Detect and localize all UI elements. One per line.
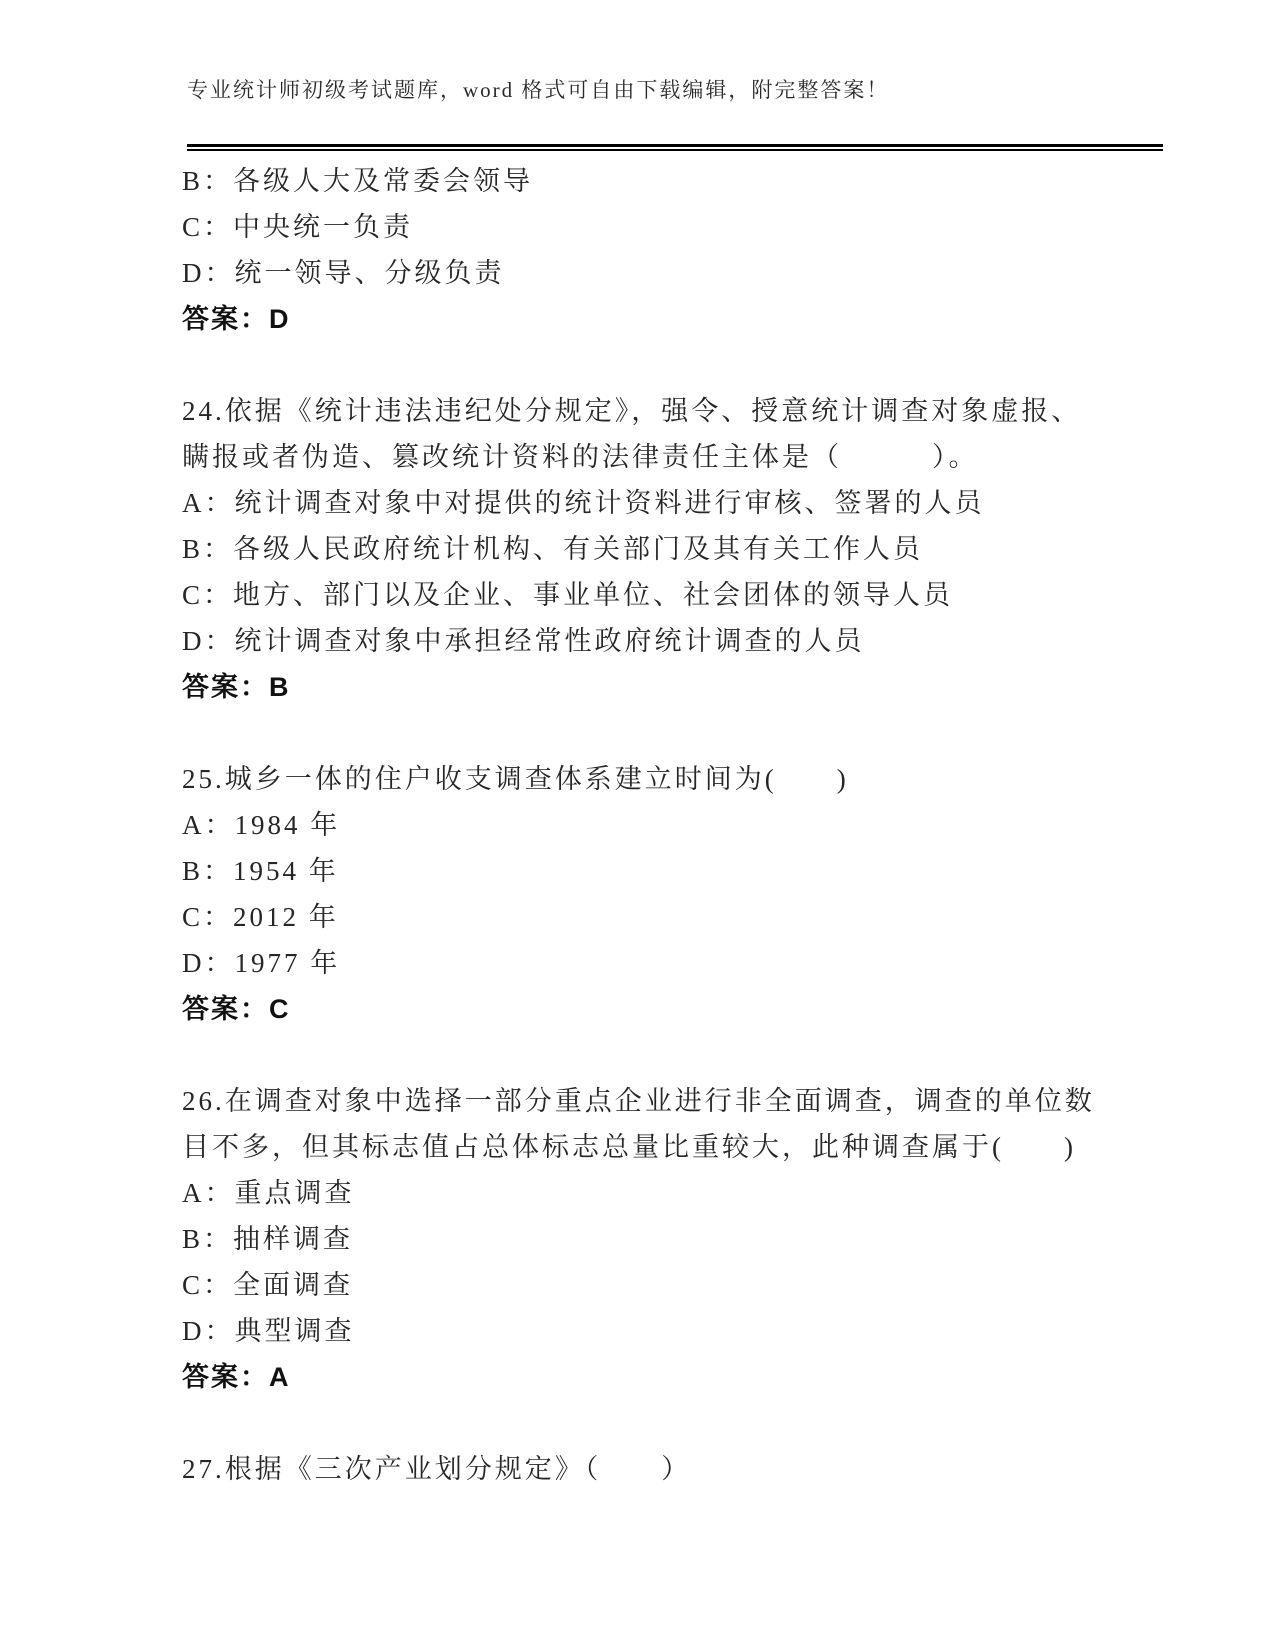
question-26-block	[182, 1078, 1163, 1400]
header-divider-rule	[187, 144, 1163, 151]
option-line-c: C：全面调查	[182, 1270, 354, 1300]
question-stem-line: 24.依据《统计违法违纪处分规定》，强令、授意统计调查对象虚报、	[182, 396, 1082, 426]
option-line-a: A：1984 年	[182, 810, 341, 840]
option-line-b: B：抽样调查	[182, 1224, 354, 1254]
question-stem-line: 27.根据《三次产业划分规定》（ ）	[182, 1454, 692, 1484]
question-stem-line: 目不多，但其标志值占总体标志总量比重较大，此种调查属于( )	[182, 1132, 1076, 1162]
option-line-d: D：统一领导、分级负责	[182, 258, 505, 288]
question-23-tail-block	[182, 158, 1163, 342]
answer-line: 答案：A	[182, 1362, 291, 1392]
option-line-c: C：中央统一负责	[182, 212, 414, 242]
question-stem-line: 瞒报或者伪造、篡改统计资料的法律责任主体是（ ）。	[182, 442, 979, 472]
answer-line: 答案：B	[182, 672, 291, 702]
question-25-block	[182, 756, 1163, 1032]
question-stem-line: 26.在调查对象中选择一部分重点企业进行非全面调查，调查的单位数	[182, 1086, 1095, 1116]
option-line-b: B：各级人民政府统计机构、有关部门及其有关工作人员	[182, 534, 924, 564]
option-line-d: D：统计调查对象中承担经常性政府统计调查的人员	[182, 626, 865, 656]
option-line-c: C：地方、部门以及企业、事业单位、社会团体的领导人员	[182, 580, 954, 610]
page-header-title: 专业统计师初级考试题库，word 格式可自由下载编辑，附完整答案！	[187, 78, 890, 102]
option-line-b: B：各级人大及常委会领导	[182, 166, 534, 196]
option-line-d: D：典型调查	[182, 1316, 355, 1346]
option-line-a: A：重点调查	[182, 1178, 355, 1208]
question-stem-line: 25.城乡一体的住户收支调查体系建立时间为( )	[182, 764, 849, 794]
question-24-block	[182, 388, 1163, 710]
document-body	[182, 158, 1163, 1492]
option-line-b: B：1954 年	[182, 856, 339, 886]
option-line-c: C：2012 年	[182, 902, 339, 932]
question-27-block	[182, 1446, 1163, 1492]
option-line-a: A：统计调查对象中对提供的统计资料进行审核、签署的人员	[182, 488, 985, 518]
answer-line: 答案：C	[182, 994, 291, 1024]
answer-line: 答案：D	[182, 304, 291, 334]
option-line-d: D：1977 年	[182, 948, 341, 978]
